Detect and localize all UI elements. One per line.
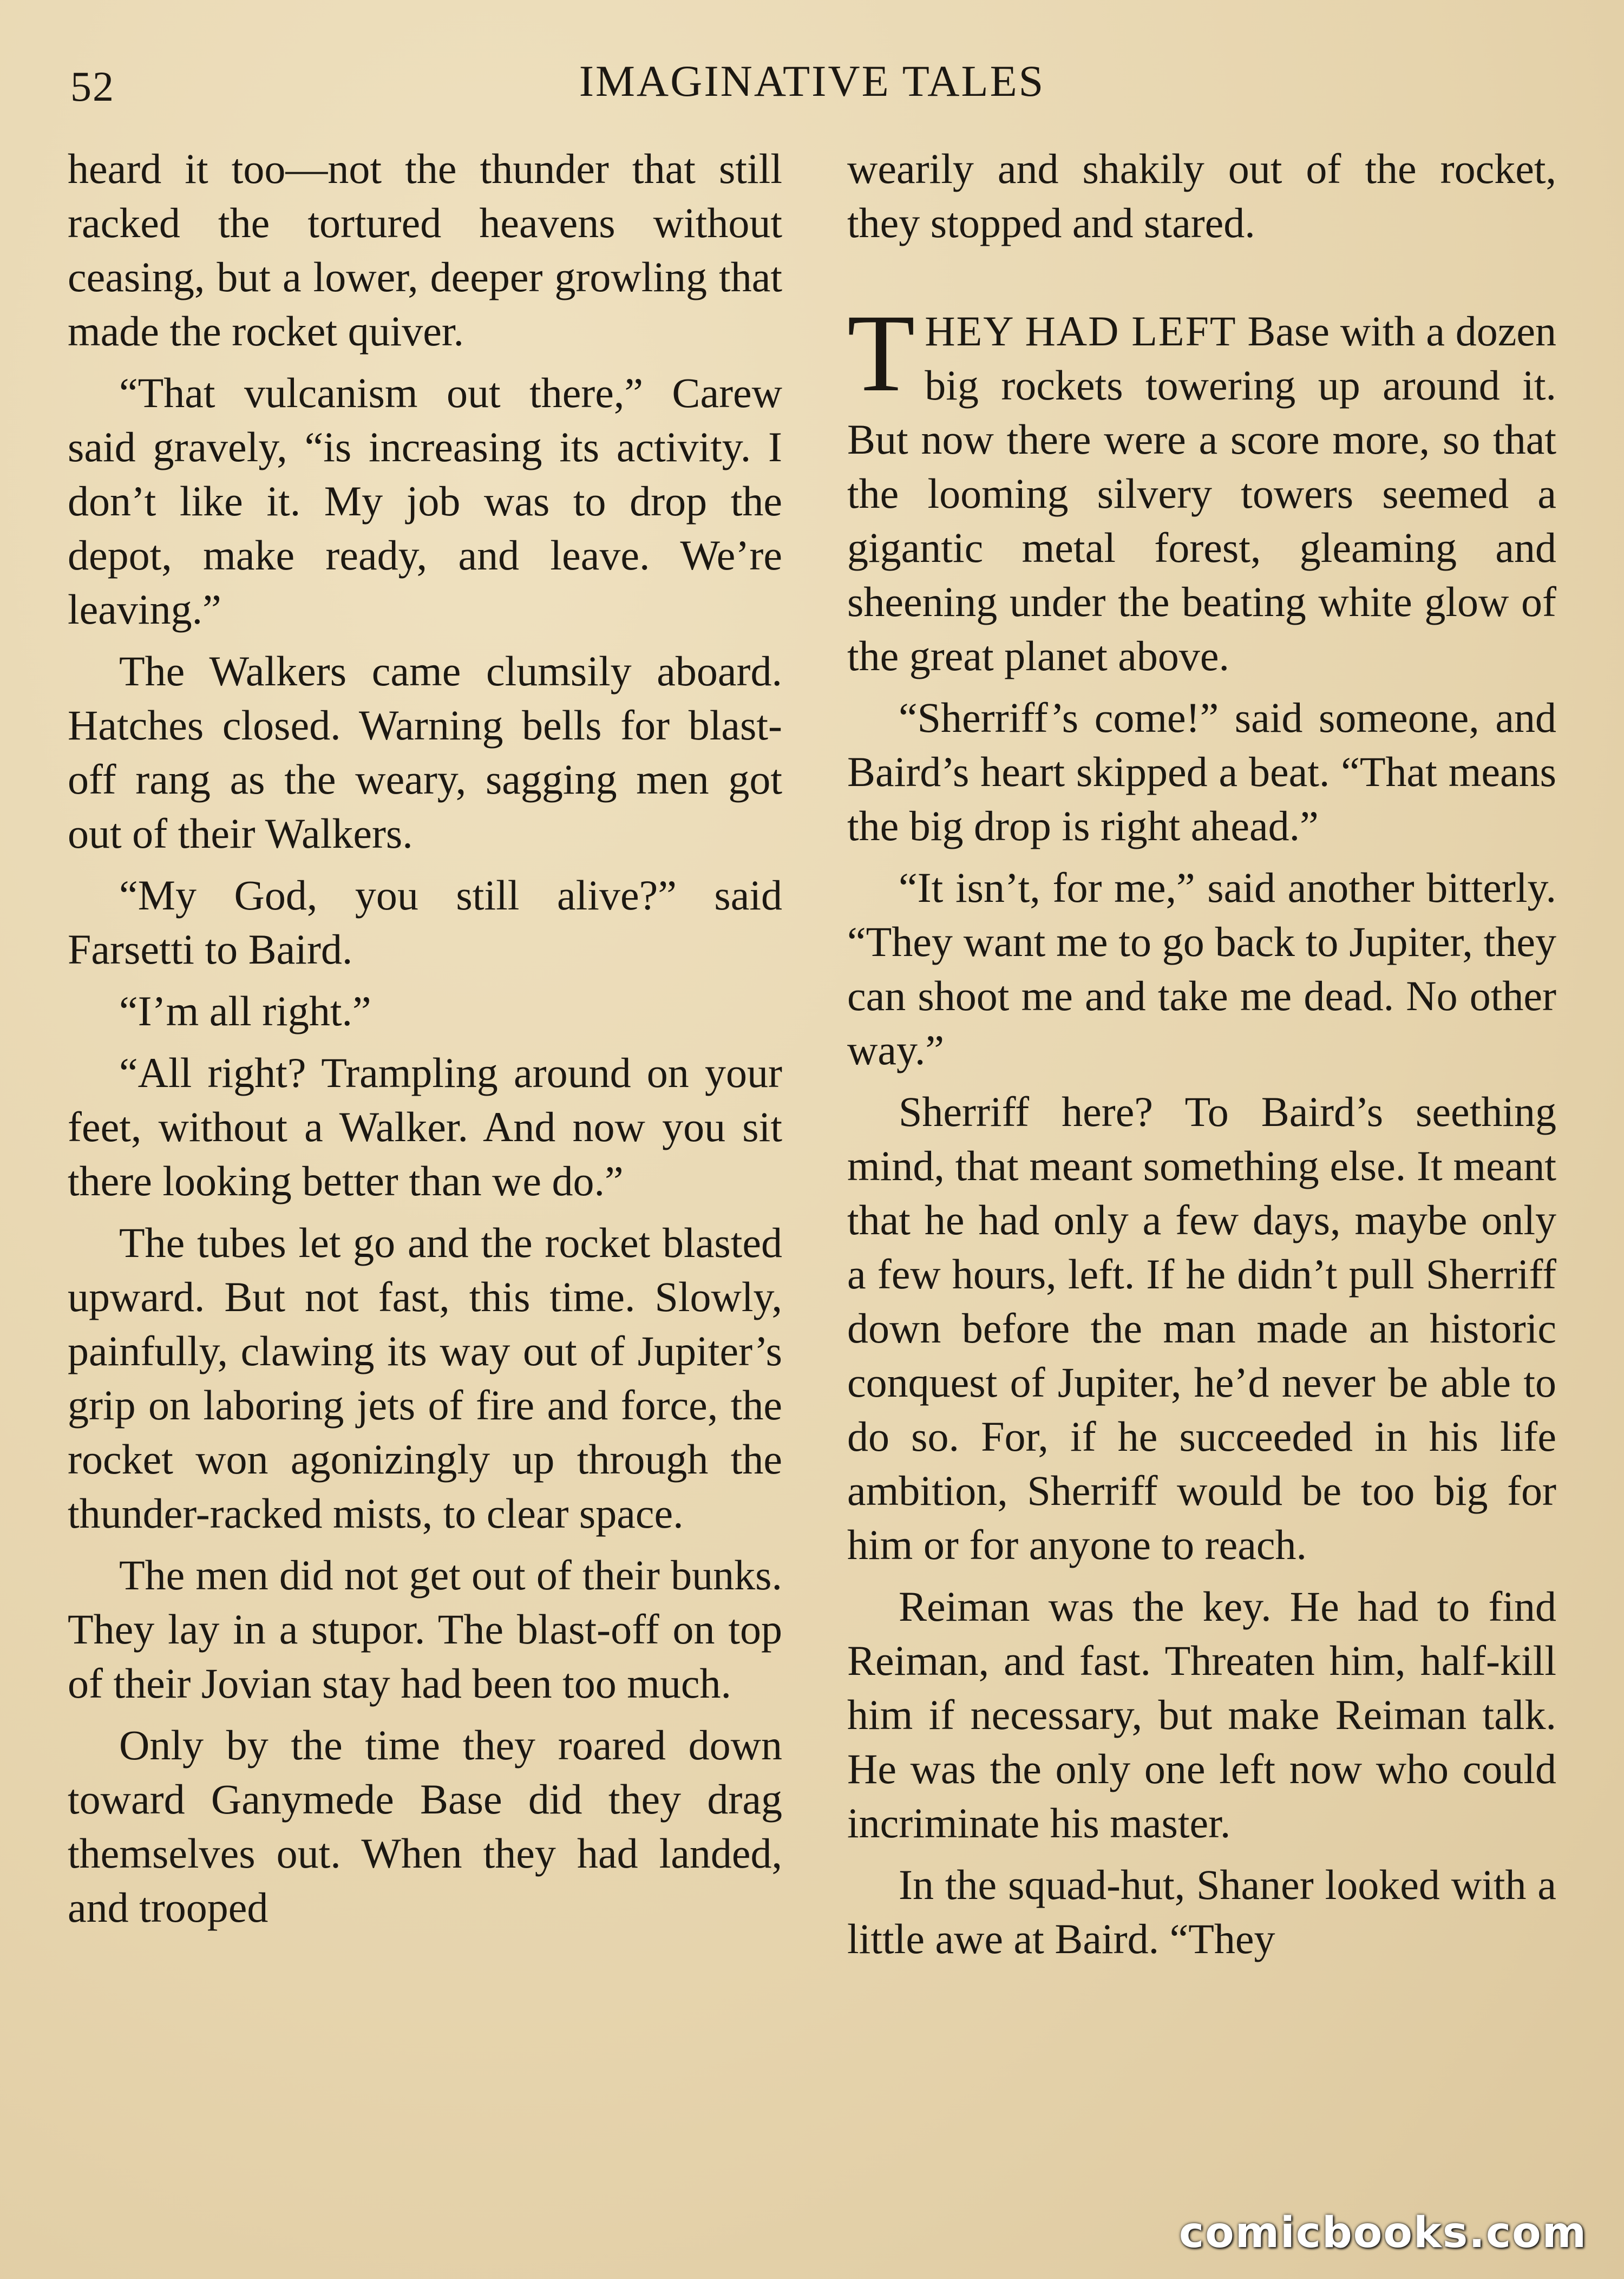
running-title: IMAGINATIVE TALES [579, 56, 1045, 106]
paragraph: Sherriff here? To Baird’s seething mind, that meant something else. It meant that he had only a few days, maybe only a few hours, left. If he didn’t pull Sherriff down before the man made an historic conquest of Jupiter, he’d never be able to do so. For, if he succeeded in his life ambition, Sherriff would be too big for him or for anyone to reach. [847, 1088, 1556, 1568]
paragraph: “All right? Trampling around on your feet, without a Walker. And now you sit there looking better than we do.” [68, 1049, 782, 1204]
paragraph: wearily and shakily out of the rocket, they stopped and stared. [847, 145, 1556, 246]
section-opening-paragraph [847, 292, 1556, 683]
paragraph: heard it too—not the thunder that still racked the tortured heavens without ceasing, but a lower, deeper growling that made the rocket quiver. [68, 145, 782, 355]
paragraph: In the squad-hut, Shaner looked with a little awe at Baird. “They [847, 1861, 1556, 1962]
watermark: comicbooks.com [1178, 2209, 1587, 2257]
paragraph: “My God, you still alive?” said Farsetti to Baird. [68, 872, 782, 973]
paragraph: “I’m all right.” [119, 987, 371, 1034]
small-caps-lead: HEY HAD LEFT [925, 307, 1237, 355]
section-opening-text: Base with a dozen big rockets towering up around it. But now there were a score more, so that the looming silvery towers seemed a gigantic metal forest, gleaming and sheening under the beating white glow of the great planet above. [847, 307, 1556, 679]
right-column [847, 142, 1556, 1974]
paragraph: “Sherriff’s come!” said someone, and Baird’s heart skipped a beat. “That means the big drop is right ahead.” [847, 694, 1556, 849]
paragraph: The Walkers came clumsily aboard. Hatches closed. Warning bells for blast-off rang as the weary, sagging men got out of their Walkers. [68, 647, 782, 857]
paragraph: Reiman was the key. He had to find Reiman, and fast. Threaten him, half-kill him if necessary, but make Reiman talk. He was the only one left now who could incriminate his master. [847, 1583, 1556, 1846]
paragraph: “It isn’t, for me,” said another bitterly. “They want me to go back to Jupiter, they can shoot me and take me dead. No other way.” [847, 864, 1556, 1073]
page-number: 52 [70, 63, 115, 110]
paragraph: “That vulcanism out there,” Carew said gravely, “is increasing its activity. I don’t like it. My job was to drop the depot, make ready, and leave. We’re leaving.” [68, 369, 782, 633]
paragraph: Only by the time they roared down toward Ganymede Base did they drag themselves out. When they had landed, and trooped [68, 1721, 782, 1931]
paragraph: The tubes let go and the rocket blasted upward. But not fast, this time. Slowly, painfully, clawing its way out of Jupiter’s grip on laboring jets of fire and force, the rocket won agonizingly up through the thunder-racked mists, to clear space. [68, 1219, 782, 1537]
page-header [0, 51, 1624, 111]
section-break [847, 258, 1556, 304]
paragraph: The men did not get out of their bunks. They lay in a stupor. The blast-off on top of their Jovian stay had been too much. [68, 1551, 782, 1707]
drop-cap: T [847, 292, 915, 415]
left-column [68, 142, 782, 1942]
